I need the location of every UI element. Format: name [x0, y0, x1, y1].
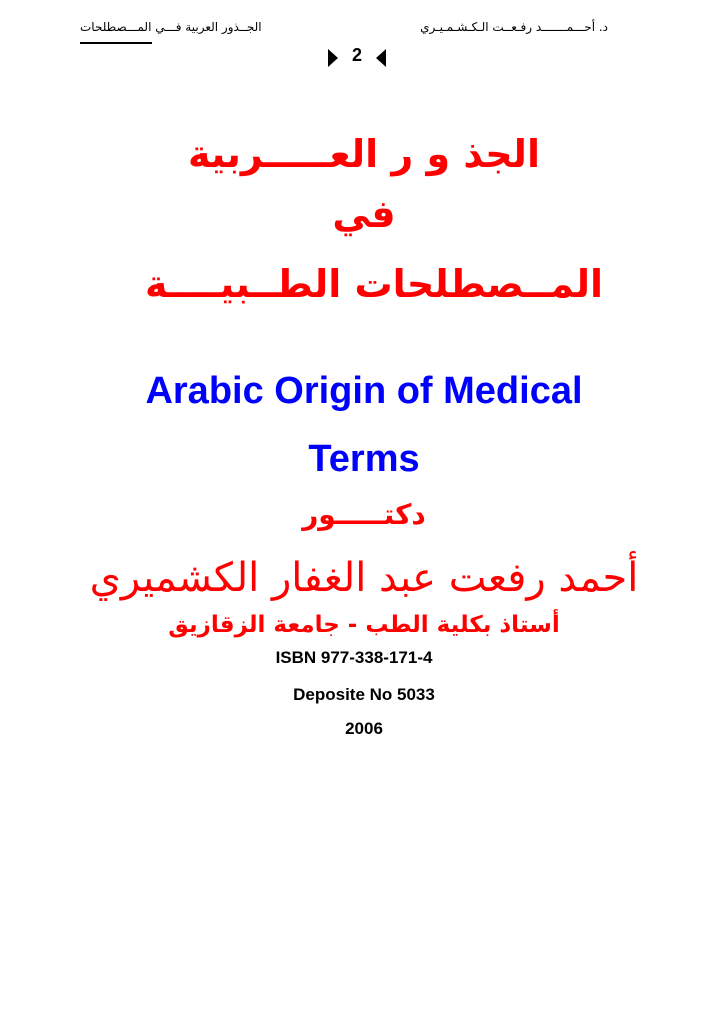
- triangle-left-icon: [374, 47, 388, 69]
- running-header-title: الجــذور العربية فـــي المـــصطلحات: [80, 20, 262, 34]
- deposit-number: Deposite No 5033: [293, 685, 435, 704]
- triangle-right-icon: [326, 47, 340, 69]
- arabic-title-line-1: الجذ و ر العـــــربية: [188, 132, 540, 176]
- author-name: أحمد رفعت عبد الغفار الكشميري: [89, 555, 639, 601]
- running-header-author: د. أحـــمـــــــد رفـعــت الـكـشـمـيـري: [420, 20, 608, 34]
- publication-year: 2006: [345, 719, 383, 738]
- page-number: 2: [351, 45, 362, 65]
- english-title-line-1: Arabic Origin of Medical: [145, 370, 583, 412]
- english-title-line-2: Terms: [308, 438, 420, 480]
- arabic-title-line-3: المــصطلحات الطــبيــــة: [144, 262, 604, 306]
- author-position: أستاذ بكلية الطب - جامعة الزقازيق: [168, 612, 560, 638]
- author-honorific: دكتـــــور: [302, 498, 426, 531]
- header-underline: [80, 42, 152, 44]
- arabic-title-line-2: في: [332, 192, 396, 236]
- isbn-number: ISBN 977-338-171-4: [275, 648, 433, 667]
- page-number-block: [322, 43, 392, 73]
